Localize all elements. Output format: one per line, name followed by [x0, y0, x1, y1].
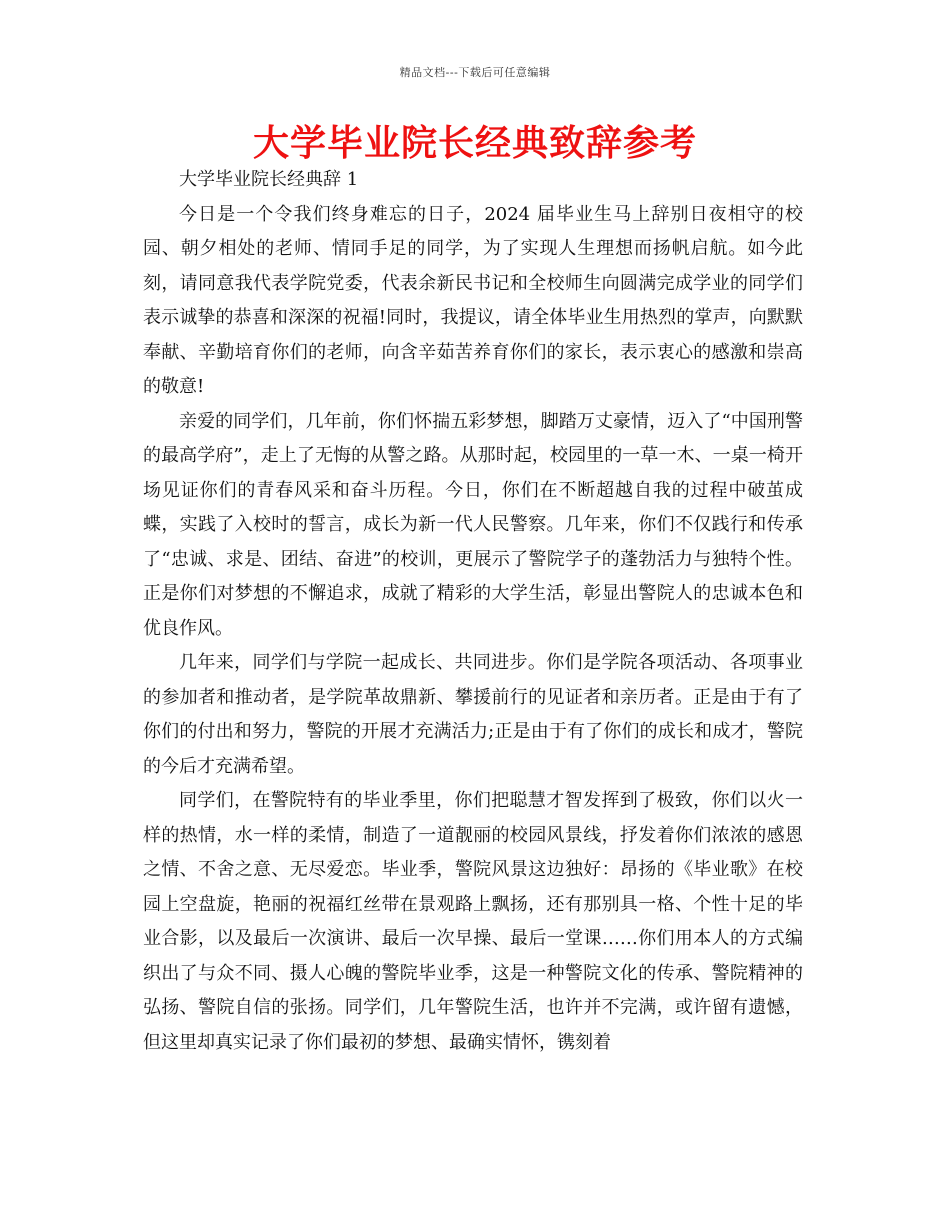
body-paragraph-4: 同学们，在警院特有的毕业季里，你们把聪慧才智发挥到了极致，你们以火一样的热情，水一样的柔情，制造了一道靓丽的校园风景线，抒发着你们浓浓的感恩之情、不舍之意、无尽爱恋。毕业季，警院风景这边独好：昂扬的《毕业歌》在校园上空盘旋，艳丽的祝福红丝带在景观路上飘扬，还有那别具一格、个性十足的毕业合影，以及最后一次演讲、最后一次早操、最后一堂课……你们用本人的方式编织出了与众不同、摄人心魄的警院毕业季，这是一种警院文化的传承、警院精神的弘扬、警院自信的张扬。同学们，几年警院生活，也许并不完满，或许留有遗憾，但这里却真实记录了你们最初的梦想、最确实情怀，镌刻着: [143, 790, 803, 1053]
document-body: [143, 163, 803, 1060]
body-paragraph-3: 几年来，同学们与学院一起成长、共同进步。你们是学院各项活动、各项事业的参加者和推动者，是学院革故鼎新、攀援前行的见证者和亲历者。正是由于有了你们的付出和努力，警院的开展才充满活力;正是由于有了你们的成长和成才，警院的今后才充满希望。: [143, 652, 803, 777]
header-note: 精品文档---下载后可任意编辑: [399, 66, 551, 79]
body-paragraph-2: 亲爱的同学们，几年前，你们怀揣五彩梦想，脚踏万丈豪情，迈入了“中国刑警的最高学府”，走上了无悔的从警之路。从那时起，校园里的一草一木、一桌一椅开场见证你们的青春风采和奋斗历程。今日，你们在不断超越自我的过程中破茧成蝶，实践了入校时的誓言，成长为新一代人民警察。几年来，你们不仅践行和传承了“忠诚、求是、团结、奋进”的校训，更展示了警院学子的蓬勃活力与独特个性。正是你们对梦想的不懈追求，成就了精彩的大学生活，彰显出警院人的忠诚本色和优良作风。: [143, 410, 803, 639]
document-title: 大学毕业院长经典致辞参考: [252, 122, 697, 164]
body-paragraph-1: 今日是一个令我们终身难忘的日子，2024 届毕业生马上辞别日夜相守的校园、朝夕相处的老师、情同手足的同学，为了实现人生理想而扬帆启航。如今此刻，请同意我代表学院党委，代表余新民书记和全校师生向圆满完成学业的同学们表示诚挚的恭喜和深深的祝福!同时，我提议，请全体毕业生用热烈的掌声，向默默奉献、辛勤培育你们的老师，向含辛茹苦养育你们的家长，表示衷心的感激和崇高的敬意!: [143, 203, 803, 397]
subtitle-paragraph: 大学毕业院长经典辞 1: [179, 169, 359, 190]
